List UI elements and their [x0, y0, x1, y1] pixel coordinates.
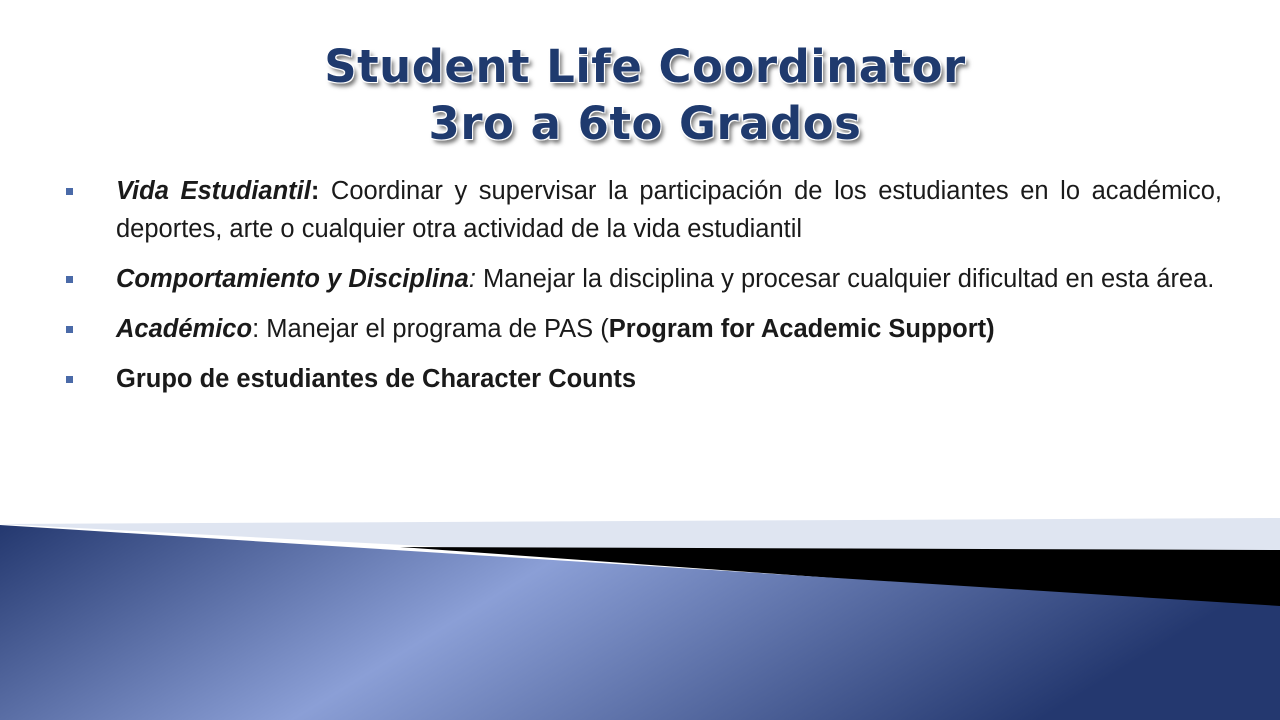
bullet-term: Comportamiento y Disciplina: [116, 265, 469, 293]
title-line-1: Student Life Coordinator: [324, 40, 966, 93]
bullet-term: Vida Estudiantil: [116, 177, 311, 205]
bullet-bold-text: Program for Academic Support): [608, 315, 995, 343]
bullet-separator: :: [468, 265, 476, 293]
title-line-2: 3ro a 6to Grados: [428, 97, 862, 150]
bullet-separator: :: [252, 315, 260, 343]
bullet-separator: :: [310, 177, 320, 205]
bullet-bold-text: Grupo de estudiantes de Character Counts: [116, 365, 637, 393]
bullet-text: Coordinar y supervisar la participación de los estudiantes en lo académico, deportes, arte o cualquier otra actividad de la vida estudiantil: [116, 177, 1222, 243]
bullet-text: Manejar la disciplina y procesar cualquier dificultad en esta área.: [475, 265, 1215, 293]
bullet-text: Manejar el programa de PAS (: [259, 315, 609, 343]
bullet-term: Académico: [116, 315, 253, 343]
